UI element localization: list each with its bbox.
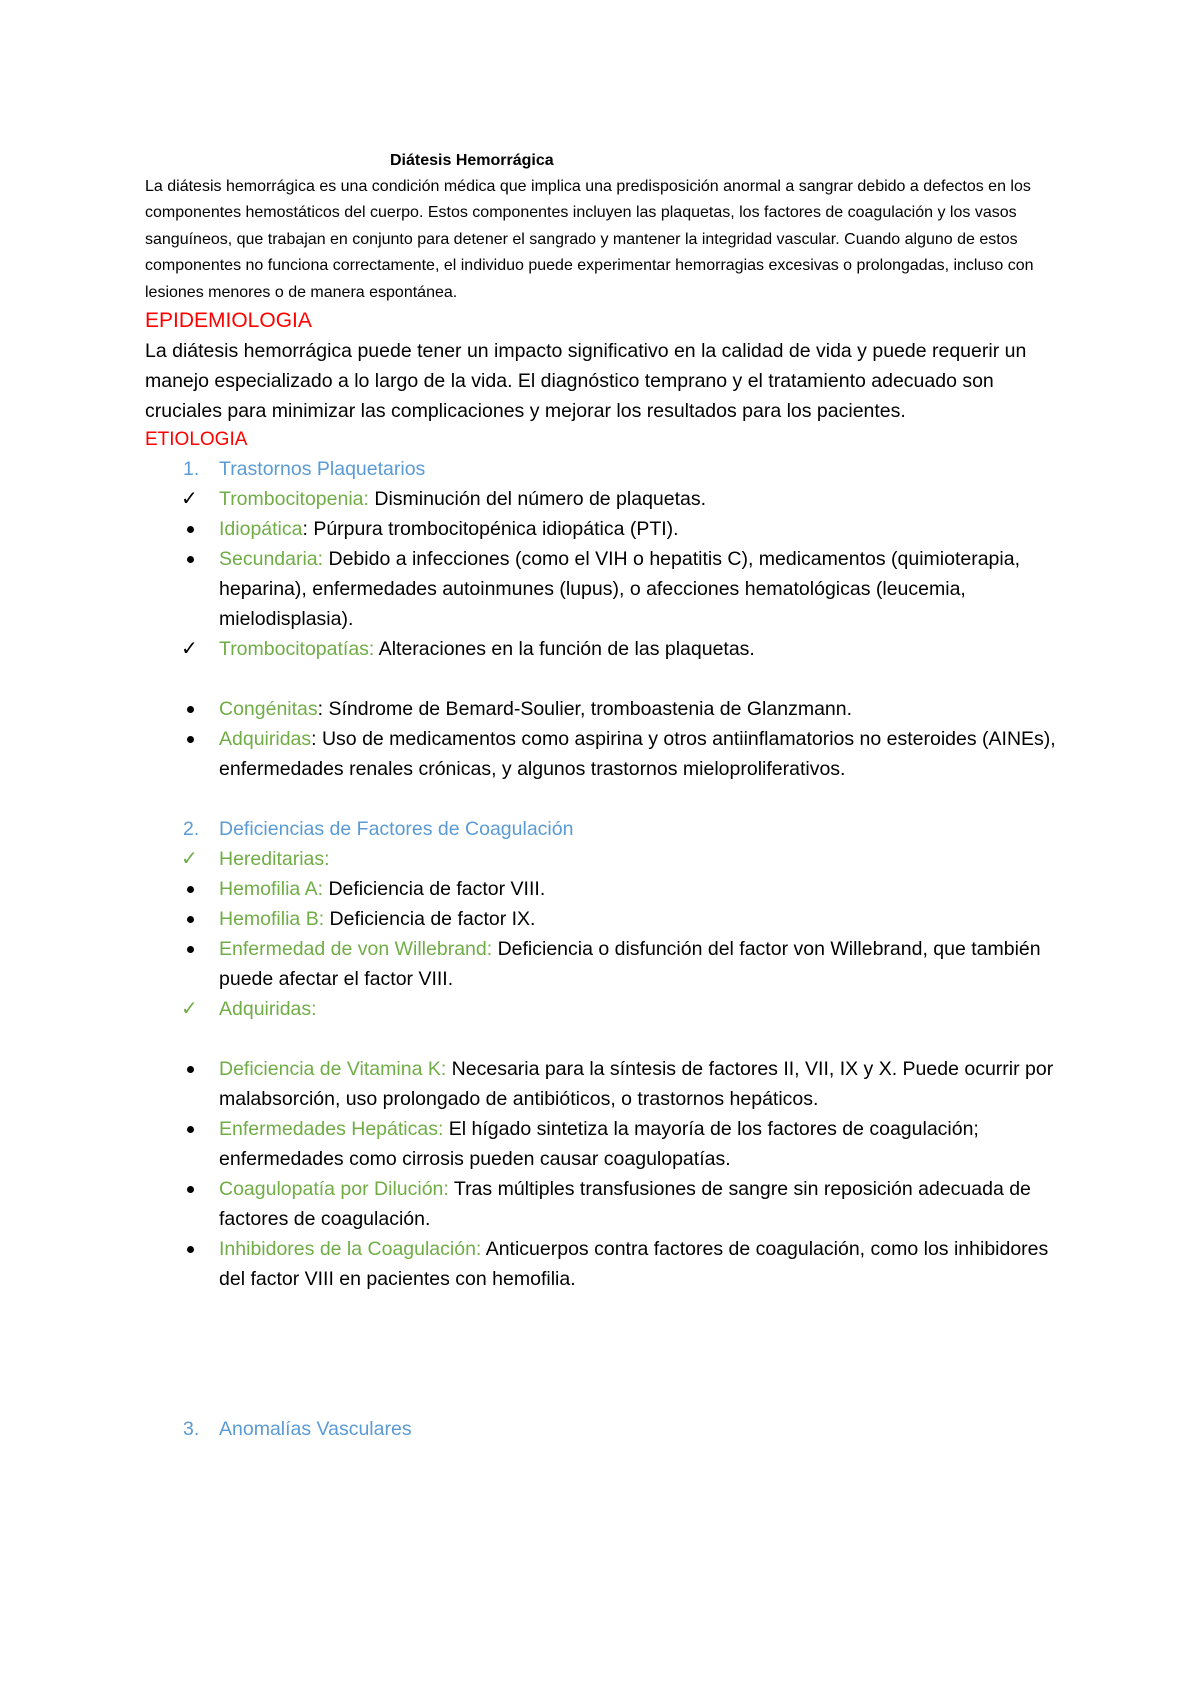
list-item-idiopatica — [145, 514, 1075, 544]
list-item-von-willebrand — [145, 934, 1075, 994]
list-item-dilucion — [145, 1174, 1075, 1234]
list-item-secundaria — [145, 544, 1075, 634]
item-text: El hígado sintetiza la mayoría de los factores de coagulación; enfermedades como cirrosis pueden causar coagulopatías. — [219, 1118, 979, 1171]
bullet-icon — [187, 736, 194, 743]
section-title: Anomalías Vasculares — [219, 1418, 412, 1441]
section-title: Deficiencias de Factores de Coagulación — [219, 818, 574, 841]
list-item-congenitas — [145, 694, 1075, 724]
bullet-icon — [187, 916, 194, 923]
item-label: Hemofilia A: — [219, 878, 324, 901]
blank-line — [145, 664, 1075, 694]
item-text: Necesaria para la síntesis de factores II, VII, IX y X. Puede ocurrir por malabsorción, uso prolongado de antibióticos, o trastornos hepáticos. — [219, 1058, 1054, 1111]
bullet-icon — [187, 526, 194, 533]
list-item-hemofilia-a — [145, 874, 1075, 904]
item-label: Hemofilia B: — [219, 908, 325, 931]
bullet-icon — [187, 706, 194, 713]
intro-paragraph: La diátesis hemorrágica es una condición médica que implica una predisposición anormal a sangrar debido a defectos en los componentes hemostáticos del cuerpo. Estos componentes incluyen las plaquetas, los factores de coagulación y los vasos sanguíneos, que trabajan en conjunto para detener el sangrado y mantener la integridad vascular. Cuando alguno de estos componentes no funciona correctamente, el individuo puede experimentar hemorragias excesivas o prolongadas, incluso con lesiones menores o de manera espontánea. — [145, 178, 1034, 301]
list-item-adquiridas-2 — [145, 994, 1075, 1024]
item-label: Adquiridas — [219, 728, 312, 751]
list-item-hemofilia-b — [145, 904, 1075, 934]
item-label: Hereditarias: — [219, 848, 330, 871]
item-label: Secundaria: — [219, 548, 324, 571]
bullet-icon — [187, 886, 194, 893]
section-2-heading — [145, 814, 1075, 844]
list-item-trombocitopatias — [145, 634, 1075, 664]
document-title: Diátesis Hemorrágica — [390, 152, 554, 169]
item-text: Deficiencia de factor IX. — [324, 908, 536, 931]
item-text: : Uso de medicamentos como aspirina y otros antiinflamatorios no esteroides (AINEs), enfermedades renales crónicas, y algunos trastornos mieloproliferativos. — [219, 728, 1056, 781]
list-item-hereditarias — [145, 844, 1075, 874]
bullet-icon — [187, 946, 194, 953]
section-number: 3. — [183, 1418, 200, 1441]
item-label: Idiopática — [219, 518, 303, 541]
item-label: Enfermedades Hepáticas: — [219, 1118, 444, 1141]
list-item-adquiridas — [145, 724, 1075, 784]
item-text: Alteraciones en la función de las plaquetas. — [374, 638, 755, 661]
item-text: Deficiencia o disfunción del factor von Willebrand, que también puede afectar el factor VIII. — [219, 938, 1041, 991]
blank-line — [145, 1024, 1075, 1054]
bullet-icon — [187, 1066, 194, 1073]
item-label: Adquiridas: — [219, 998, 317, 1021]
list-item-inhibidores — [145, 1234, 1075, 1294]
section-number: 2. — [183, 818, 200, 841]
list-item-hepaticas — [145, 1114, 1075, 1174]
item-text: Debido a infecciones (como el VIH o hepatitis C), medicamentos (quimioterapia, heparina), enfermedades autoinmunes (lupus), o afecciones hematológicas (leucemia, mielodisplasia). — [219, 548, 1020, 631]
item-text: Deficiencia de factor VIII. — [323, 878, 546, 901]
bullet-icon — [187, 1186, 194, 1193]
etiologia-heading: ETIOLOGIA — [145, 429, 248, 451]
bullet-icon — [187, 1126, 194, 1133]
epidemiologia-heading: EPIDEMIOLOGIA — [145, 309, 312, 333]
bullet-icon — [187, 556, 194, 563]
item-label: Inhibidores de la Coagulación: — [219, 1238, 482, 1261]
section-1-heading — [145, 454, 1075, 484]
item-label: Coagulopatía por Dilución: — [219, 1178, 449, 1201]
item-text: : Síndrome de Bemard-Soulier, tromboastenia de Glanzmann. — [317, 698, 853, 721]
item-label: Trombocitopatías: — [219, 638, 375, 661]
epidemiologia-paragraph: La diátesis hemorrágica puede tener un impacto significativo en la calidad de vida y puede requerir un manejo especializado a lo largo de la vida. El diagnóstico temprano y el tratamiento adecuado son cruciales para minimizar las complicaciones y mejorar los resultados para los pacientes. — [145, 340, 1027, 423]
blank-line — [145, 784, 1075, 814]
section-3-heading — [145, 1414, 1075, 1444]
checkmark-icon: ✓ — [181, 848, 198, 871]
blank-space — [145, 1294, 1075, 1414]
item-text: Disminución del número de plaquetas. — [368, 488, 707, 511]
section-number: 1. — [183, 458, 200, 481]
item-text: Tras múltiples transfusiones de sangre sin reposición adecuada de factores de coagulación. — [219, 1178, 1031, 1231]
list-item-vitamina-k — [145, 1054, 1075, 1114]
list-item-trombocitopenia — [145, 484, 1075, 514]
item-label: Congénitas — [219, 698, 318, 721]
bullet-icon — [187, 1246, 194, 1253]
checkmark-icon: ✓ — [181, 998, 198, 1021]
item-label: Deficiencia de Vitamina K: — [219, 1058, 447, 1081]
item-text: : Púrpura trombocitopénica idiopática (PTI). — [302, 518, 679, 541]
item-text: Anticuerpos contra factores de coagulación, como los inhibidores del factor VIII en pacientes con hemofilia. — [219, 1238, 1049, 1291]
checkmark-icon: ✓ — [181, 488, 198, 511]
document-page — [145, 148, 1075, 1444]
item-label: Trombocitopenia: — [219, 488, 369, 511]
section-title: Trastornos Plaquetarios — [219, 458, 426, 481]
item-label: Enfermedad de von Willebrand: — [219, 938, 493, 961]
checkmark-icon: ✓ — [181, 638, 198, 661]
